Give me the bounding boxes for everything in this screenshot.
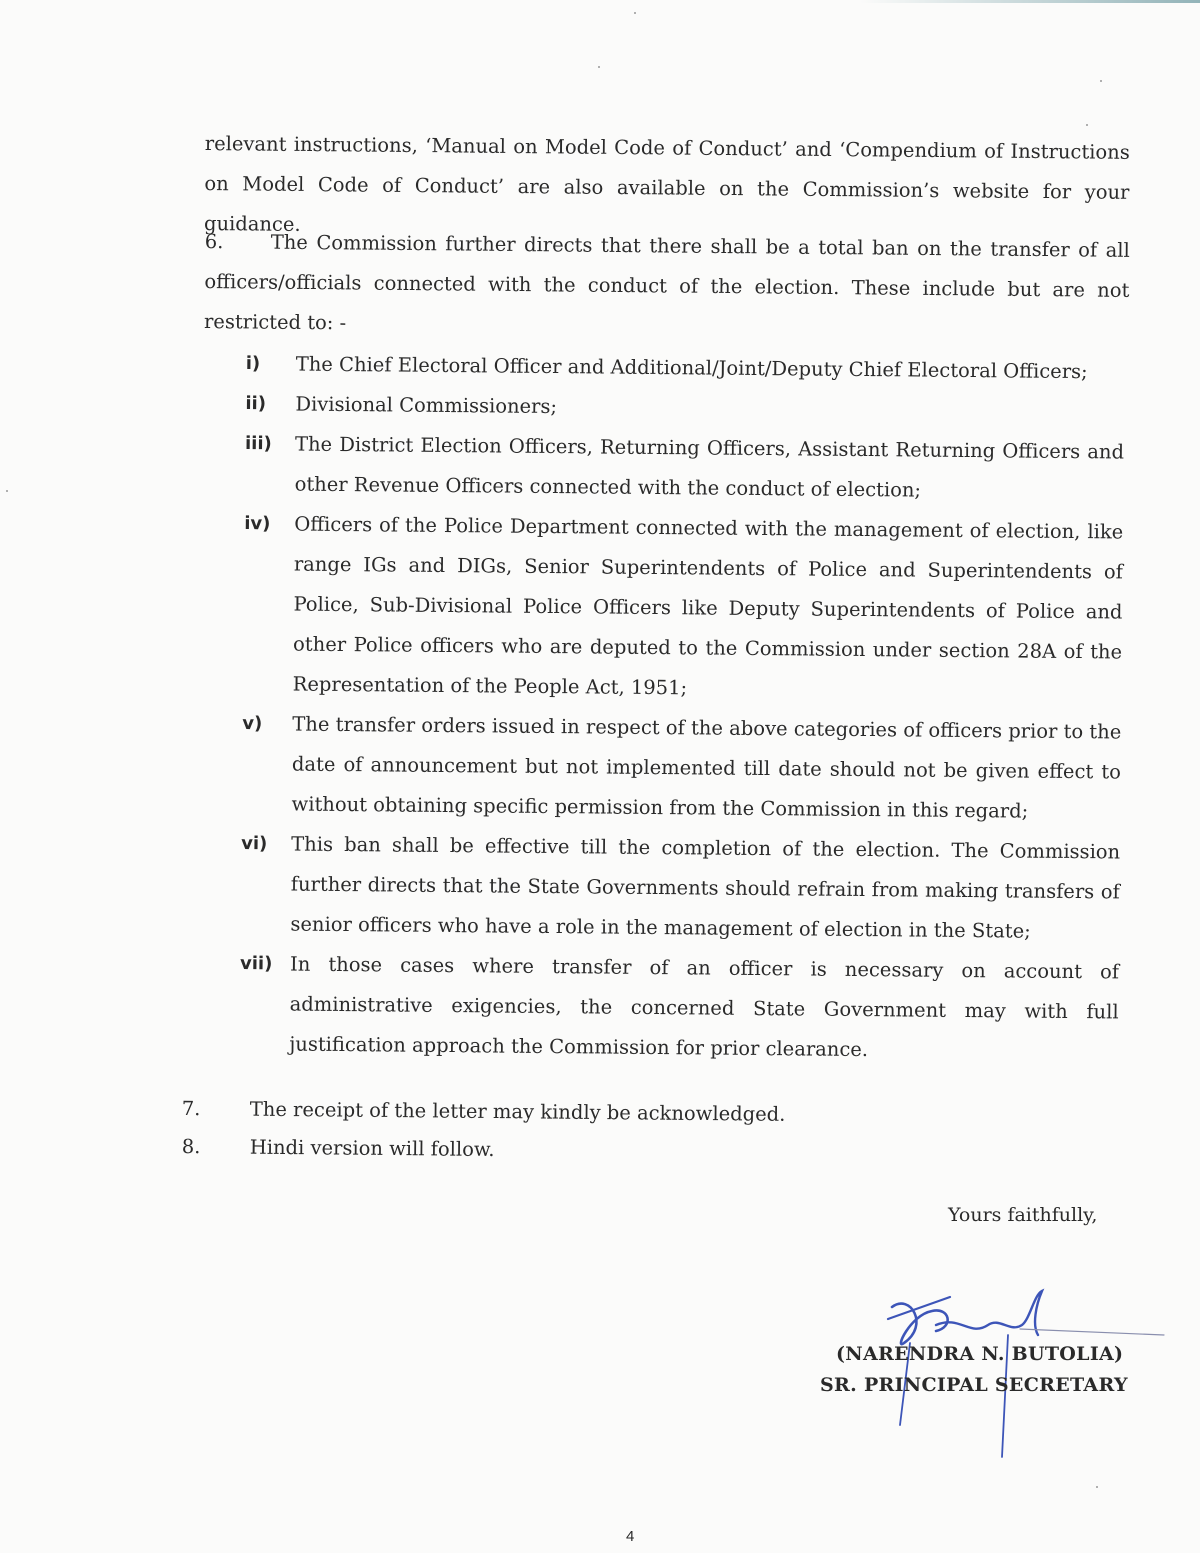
paragraph-number: 8. <box>181 1134 201 1159</box>
scan-edge-line <box>860 0 1200 3</box>
list-item-text: The transfer orders issued in respect of the above categories of officers prior to the date of announcement but not implemented till date should not be given effect to without obtaining specific permission from the Commission in this regard; <box>291 712 1122 823</box>
scan-speck <box>1096 1486 1098 1488</box>
list-item <box>237 504 1124 712</box>
list-item <box>235 704 1121 832</box>
list-item-text: Officers of the Police Department connected with the management of election, like range IGs and DIGs, Senior Superintendents of Police and Superintendents of Police, Sub-Divisional Police Officers like Deputy Superintendents of Police and other Police officers who are deputed to the Commission under section 28A of the Representation of the People Act, 1951; <box>292 512 1124 700</box>
paragraph-text: The Commission further directs that there shall be a total ban on the transfer of all officers/officials connected with the conduct of the election. These include but are not restricted to: - <box>203 230 1130 335</box>
paragraph-number: 7. <box>181 1096 201 1121</box>
scan-speck <box>1086 124 1088 126</box>
paragraph-number: 6. <box>204 229 224 254</box>
paragraph-text: Hindi version will follow. <box>249 1135 495 1162</box>
list-item <box>233 944 1119 1072</box>
list-item-marker: iii) <box>244 433 272 455</box>
list-item <box>234 824 1120 952</box>
list-item-marker: ii) <box>245 393 267 415</box>
list-item-text: In those cases where transfer of an officer is necessary on account of administrative exigencies, the concerned State Government may with full justification approach the Commission for prior clearance. <box>289 952 1120 1062</box>
scan-speck <box>6 490 8 492</box>
list-item-marker: vii) <box>239 953 273 975</box>
list-item-text: The District Election Officers, Returning Officers, Assistant Returning Officers and other Revenue Officers connected with the conduct of election; <box>294 432 1125 502</box>
list-item-text: The Chief Electoral Officer and Additional/Joint/Deputy Chief Electoral Officers; <box>295 352 1088 384</box>
scan-speck <box>634 12 636 14</box>
scan-speck <box>1100 80 1102 82</box>
list-item <box>238 424 1124 512</box>
paragraph-6 <box>204 222 1130 351</box>
signatory-title: SR. PRINCIPAL SECRETARY <box>820 1374 1128 1396</box>
list-item-text: Divisional Commissioners; <box>295 392 558 419</box>
signatory-name: (NARENDRA N. BUTOLIA) <box>836 1343 1124 1365</box>
list-item-marker: iv) <box>244 513 271 535</box>
paragraph-7 <box>182 1090 802 1134</box>
page-number: 4 <box>626 1528 635 1545</box>
list-item-marker: i) <box>245 353 261 375</box>
paragraph-text: The receipt of the letter may kindly be acknowledged. <box>249 1097 786 1126</box>
restriction-list <box>233 344 1125 1072</box>
list-item-marker: vi) <box>241 833 268 855</box>
list-item-text: This ban shall be effective till the completion of the election. The Commission further directs that the State Governments should refrain from making transfers of senior officers who have a role in the management of election in the State; <box>290 832 1121 943</box>
scan-speck <box>598 66 600 68</box>
list-item-marker: v) <box>242 713 263 735</box>
closing-salutation: Yours faithfully, <box>948 1204 1098 1226</box>
intro-paragraph: relevant instructions, ‘Manual on Model Code of Conduct’ and ‘Compendium of Instructions on Model Code of Conduct’ are also available on the Commission’s website for your guidance. <box>203 131 1130 236</box>
paragraph-8 <box>182 1128 802 1172</box>
